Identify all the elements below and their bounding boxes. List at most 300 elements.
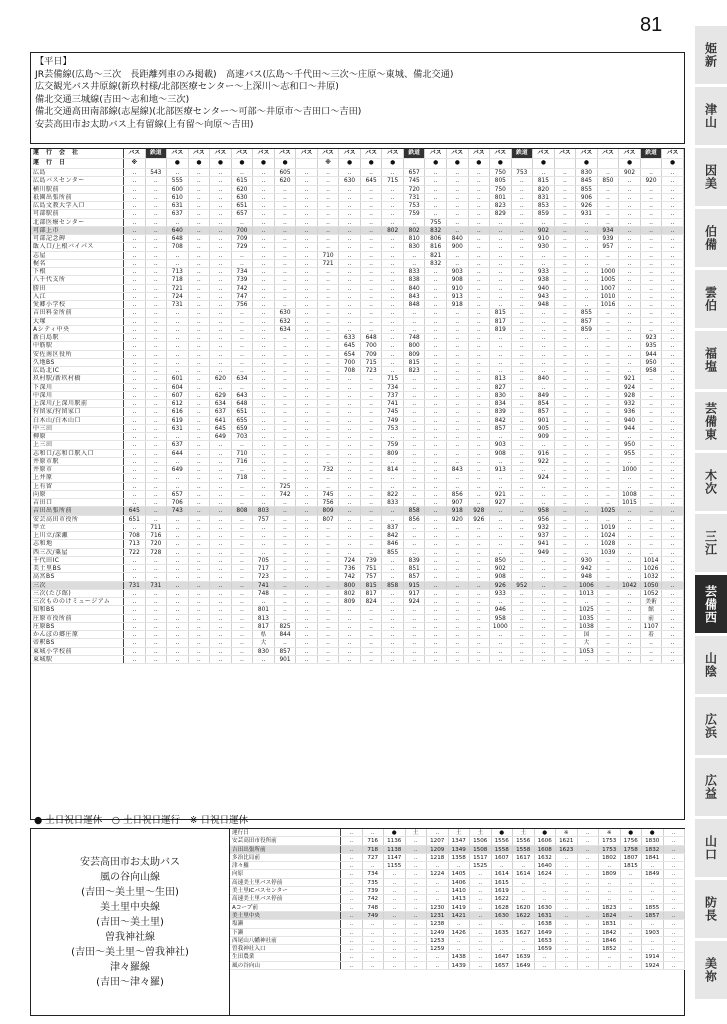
- time-cell: ‥: [146, 425, 168, 432]
- time-cell: ‥: [598, 194, 620, 201]
- time-cell: ‥: [189, 367, 211, 374]
- time-cell: 757: [253, 516, 275, 523]
- time-cell: ‥: [146, 351, 168, 358]
- time-cell: ‥: [490, 334, 512, 341]
- time-cell: 1218: [427, 854, 449, 861]
- time-cell: 710: [232, 450, 254, 457]
- time-cell: ‥: [576, 656, 598, 663]
- time-cell: ‥: [146, 392, 168, 399]
- time-cell: ‥: [318, 169, 340, 176]
- time-cell: ‥: [598, 474, 620, 481]
- time-cell: ‥: [664, 904, 686, 911]
- side-tab-11[interactable]: 広浜: [695, 697, 727, 756]
- time-cell: ‥: [492, 937, 514, 944]
- time-cell: ‥: [641, 227, 663, 234]
- time-cell: ‥: [124, 252, 146, 259]
- time-cell: ‥: [598, 557, 620, 564]
- time-cell: ‥: [189, 631, 211, 638]
- header-cell: ●: [167, 159, 189, 168]
- time-cell: 808: [232, 507, 254, 514]
- time-cell: ‥: [470, 912, 492, 919]
- time-cell: ‥: [619, 433, 641, 440]
- time-cell: 731: [146, 582, 168, 589]
- time-cell: 615: [232, 177, 254, 184]
- time-cell: ‥: [384, 904, 406, 911]
- time-cell: ‥: [447, 565, 469, 572]
- time-cell: ‥: [253, 384, 275, 391]
- side-tab-10[interactable]: 山陰: [695, 636, 727, 695]
- time-cell: ‥: [449, 945, 471, 952]
- time-cell: ‥: [382, 285, 404, 292]
- time-cell: 645: [361, 177, 383, 184]
- time-cell: ‥: [447, 656, 469, 663]
- time-cell: ‥: [146, 342, 168, 349]
- time-cell: ‥: [146, 268, 168, 275]
- time-cell: ‥: [384, 962, 406, 969]
- time-cell: ‥: [404, 524, 426, 531]
- time-cell: ‥: [598, 392, 620, 399]
- time-cell: ‥: [382, 210, 404, 217]
- time-cell: ‥: [361, 507, 383, 514]
- time-cell: 1647: [492, 953, 514, 960]
- time-cell: 1824: [599, 912, 621, 919]
- time-cell: ‥: [469, 639, 491, 646]
- time-cell: ‥: [533, 615, 555, 622]
- table-row: [31, 219, 684, 227]
- time-cell: ‥: [555, 507, 577, 514]
- time-cell: ‥: [339, 318, 361, 325]
- time-cell: ‥: [124, 285, 146, 292]
- time-cell: ‥: [578, 912, 600, 919]
- time-cell: ‥: [533, 590, 555, 597]
- time-cell: ‥: [641, 408, 663, 415]
- station-name: Aコープ前: [230, 904, 341, 911]
- time-cell: ‥: [555, 194, 577, 201]
- time-cell: ‥: [318, 219, 340, 226]
- time-cell: ‥: [341, 870, 363, 877]
- time-cell: 944: [619, 425, 641, 432]
- time-cell: 1136: [384, 837, 406, 844]
- time-cell: 741: [382, 400, 404, 407]
- side-tab-7[interactable]: 木次: [695, 453, 727, 512]
- time-cell: ‥: [363, 862, 385, 869]
- time-cell: ‥: [275, 227, 297, 234]
- time-cell: ‥: [425, 623, 447, 630]
- time-cell: ‥: [662, 483, 684, 490]
- side-tab-12[interactable]: 広益: [695, 758, 727, 817]
- time-cell: ‥: [296, 565, 318, 572]
- time-cell: ‥: [124, 557, 146, 564]
- time-cell: 1630: [492, 912, 514, 919]
- time-cell: ‥: [533, 441, 555, 448]
- time-cell: ‥: [339, 606, 361, 613]
- time-cell: 1622: [492, 895, 514, 902]
- side-tab-4[interactable]: 雲伯: [695, 270, 727, 329]
- time-cell: ‥: [447, 400, 469, 407]
- time-cell: ‥: [189, 491, 211, 498]
- time-cell: 716: [146, 532, 168, 539]
- time-cell: 1614: [513, 870, 535, 877]
- header-cell: ●: [425, 159, 447, 168]
- time-cell: ‥: [598, 400, 620, 407]
- time-cell: 1653: [535, 937, 557, 944]
- time-cell: ‥: [556, 870, 578, 877]
- side-tab-0[interactable]: 姫新: [695, 26, 727, 85]
- table-row: [31, 425, 684, 433]
- time-cell: ‥: [469, 186, 491, 193]
- time-cell: ‥: [232, 260, 254, 267]
- time-cell: ‥: [469, 210, 491, 217]
- side-tab-14[interactable]: 防長: [695, 880, 727, 939]
- time-cell: 936: [619, 408, 641, 415]
- time-cell: ‥: [406, 962, 428, 969]
- time-cell: ‥: [490, 260, 512, 267]
- time-cell: ‥: [275, 243, 297, 250]
- time-cell: ‥: [425, 450, 447, 457]
- time-cell: 731: [124, 582, 146, 589]
- time-cell: ‥: [449, 862, 471, 869]
- time-cell: ‥: [363, 937, 385, 944]
- time-cell: ‥: [469, 285, 491, 292]
- time-cell: ‥: [533, 326, 555, 333]
- time-cell: ‥: [253, 656, 275, 663]
- time-cell: ‥: [318, 194, 340, 201]
- time-cell: ‥: [210, 615, 232, 622]
- time-cell: 933: [490, 590, 512, 597]
- header-cell: ※: [318, 159, 340, 168]
- time-cell: ‥: [318, 549, 340, 556]
- time-cell: 820: [533, 186, 555, 193]
- table-row: [230, 953, 685, 961]
- time-cell: ‥: [167, 260, 189, 267]
- time-cell: ‥: [382, 276, 404, 283]
- station-name: 三次: [31, 582, 124, 589]
- time-cell: ‥: [469, 276, 491, 283]
- time-cell: ‥: [210, 309, 232, 316]
- time-cell: 大: [576, 639, 598, 646]
- time-cell: ‥: [189, 351, 211, 358]
- table-row: [31, 384, 684, 392]
- time-cell: ‥: [404, 441, 426, 448]
- time-cell: ‥: [404, 491, 426, 498]
- station-name: 庄原BS: [31, 623, 124, 630]
- time-cell: ‥: [404, 499, 426, 506]
- time-cell: 1614: [492, 870, 514, 877]
- time-cell: ‥: [662, 243, 684, 250]
- time-cell: ‥: [210, 260, 232, 267]
- time-cell: ‥: [124, 483, 146, 490]
- time-cell: ‥: [470, 953, 492, 960]
- time-cell: ‥: [275, 441, 297, 448]
- side-tab-2[interactable]: 因美: [695, 148, 727, 207]
- time-cell: ‥: [210, 648, 232, 655]
- table-row: [31, 227, 684, 235]
- header-line: 備北交通三城線(吉田～志和地～三次): [35, 93, 190, 105]
- time-cell: 748: [253, 590, 275, 597]
- time-cell: ‥: [512, 516, 534, 523]
- time-cell: ‥: [425, 293, 447, 300]
- time-cell: ‥: [469, 301, 491, 308]
- time-cell: ‥: [470, 920, 492, 927]
- time-cell: 926: [490, 582, 512, 589]
- time-cell: ‥: [339, 549, 361, 556]
- time-cell: 850: [598, 177, 620, 184]
- time-cell: ‥: [296, 252, 318, 259]
- header-line: 広交観光バス井原線(新玖村様/北部医療センター～上深川～志和口～井原): [35, 81, 339, 93]
- time-cell: ‥: [124, 276, 146, 283]
- time-cell: ‥: [556, 887, 578, 894]
- table-row: [31, 507, 684, 515]
- time-cell: ‥: [167, 557, 189, 564]
- time-cell: 723: [361, 367, 383, 374]
- time-cell: 1556: [513, 837, 535, 844]
- time-cell: ‥: [447, 367, 469, 374]
- time-cell: 859: [533, 210, 555, 217]
- time-cell: 902: [619, 169, 641, 176]
- time-cell: ‥: [189, 466, 211, 473]
- time-cell: ‥: [555, 384, 577, 391]
- time-cell: ‥: [339, 186, 361, 193]
- time-cell: 851: [404, 565, 426, 572]
- time-cell: ‥: [382, 615, 404, 622]
- station-name: 塩瀬: [230, 920, 341, 927]
- table-row: [31, 375, 684, 383]
- time-cell: ‥: [318, 301, 340, 308]
- time-cell: ‥: [253, 326, 275, 333]
- time-cell: ‥: [318, 202, 340, 209]
- time-cell: ‥: [210, 549, 232, 556]
- time-cell: ‥: [318, 351, 340, 358]
- time-cell: ‥: [512, 235, 534, 242]
- time-cell: ‥: [425, 557, 447, 564]
- time-cell: ‥: [406, 904, 428, 911]
- time-cell: ‥: [555, 615, 577, 622]
- time-cell: ‥: [662, 549, 684, 556]
- time-cell: ‥: [512, 219, 534, 226]
- time-cell: ‥: [449, 937, 471, 944]
- time-cell: ‥: [555, 458, 577, 465]
- time-cell: ‥: [598, 326, 620, 333]
- station-name: 柳原: [31, 433, 124, 440]
- time-cell: ‥: [210, 441, 232, 448]
- header-cell: ●: [576, 159, 598, 168]
- time-cell: ‥: [598, 425, 620, 432]
- time-cell: ‥: [406, 846, 428, 853]
- time-cell: ‥: [275, 210, 297, 217]
- time-cell: ‥: [662, 285, 684, 292]
- time-cell: ‥: [361, 417, 383, 424]
- time-cell: 620: [232, 186, 254, 193]
- time-cell: 718: [232, 474, 254, 481]
- time-cell: ●: [621, 829, 643, 836]
- table-row: [31, 342, 684, 350]
- time-cell: ‥: [512, 186, 534, 193]
- time-cell: ‥: [619, 507, 641, 514]
- time-cell: 1014: [641, 557, 663, 564]
- time-cell: ‥: [124, 210, 146, 217]
- time-cell: ‥: [619, 590, 641, 597]
- time-cell: ‥: [662, 532, 684, 539]
- time-cell: ‥: [556, 904, 578, 911]
- station-name: 可部記念碑: [31, 235, 124, 242]
- header-cell: バス: [619, 149, 641, 158]
- time-cell: ‥: [210, 507, 232, 514]
- time-cell: ‥: [361, 252, 383, 259]
- time-cell: ‥: [189, 243, 211, 250]
- time-cell: ‥: [641, 507, 663, 514]
- time-cell: ‥: [124, 524, 146, 531]
- time-cell: ‥: [253, 210, 275, 217]
- time-cell: ‥: [641, 648, 663, 655]
- time-cell: ‥: [296, 590, 318, 597]
- time-cell: ‥: [296, 648, 318, 655]
- time-cell: ‥: [189, 598, 211, 605]
- table-row: [230, 912, 685, 920]
- time-cell: ‥: [146, 499, 168, 506]
- time-cell: 637: [210, 408, 232, 415]
- time-cell: ‥: [210, 474, 232, 481]
- time-cell: ‥: [578, 929, 600, 936]
- header-cell: ※: [124, 159, 146, 168]
- time-cell: ‥: [167, 334, 189, 341]
- time-cell: ‥: [512, 639, 534, 646]
- time-cell: 934: [598, 227, 620, 234]
- time-cell: 734: [382, 384, 404, 391]
- time-cell: 709: [232, 235, 254, 242]
- time-cell: ‥: [232, 309, 254, 316]
- time-cell: ‥: [512, 202, 534, 209]
- time-cell: ‥: [555, 367, 577, 374]
- time-cell: ‥: [253, 276, 275, 283]
- time-cell: 610: [167, 194, 189, 201]
- time-cell: ‥: [619, 615, 641, 622]
- time-cell: ‥: [470, 870, 492, 877]
- time-cell: 前: [641, 615, 663, 622]
- time-cell: ‥: [275, 194, 297, 201]
- time-cell: ‥: [469, 433, 491, 440]
- time-cell: ‥: [296, 194, 318, 201]
- time-cell: ‥: [555, 342, 577, 349]
- time-cell: ‥: [662, 227, 684, 234]
- time-cell: ‥: [296, 606, 318, 613]
- table-row: [230, 846, 685, 854]
- time-cell: ‥: [382, 235, 404, 242]
- time-cell: ‥: [341, 962, 363, 969]
- time-cell: ‥: [341, 829, 363, 836]
- time-cell: ‥: [490, 219, 512, 226]
- time-cell: ‥: [490, 243, 512, 250]
- time-cell: 903: [490, 441, 512, 448]
- time-cell: ‥: [641, 318, 663, 325]
- time-cell: ‥: [513, 887, 535, 894]
- time-cell: ‥: [469, 532, 491, 539]
- time-cell: ‥: [598, 590, 620, 597]
- station-name: 広島文教大学入口: [31, 202, 124, 209]
- route-title-line: (吉田～美土里～生田): [81, 886, 179, 898]
- time-cell: ‥: [662, 507, 684, 514]
- time-cell: ‥: [232, 623, 254, 630]
- time-cell: ‥: [598, 384, 620, 391]
- time-cell: ‥: [512, 334, 534, 341]
- time-cell: 632: [275, 318, 297, 325]
- time-cell: ‥: [512, 359, 534, 366]
- time-cell: 604: [167, 384, 189, 391]
- side-tab-3[interactable]: 伯備: [695, 209, 727, 268]
- time-cell: ‥: [232, 359, 254, 366]
- time-cell: ‥: [404, 252, 426, 259]
- time-cell: ‥: [275, 351, 297, 358]
- time-cell: ‥: [641, 243, 663, 250]
- time-cell: ‥: [253, 243, 275, 250]
- time-cell: ‥: [555, 540, 577, 547]
- time-cell: ‥: [641, 375, 663, 382]
- time-cell: ‥: [447, 342, 469, 349]
- time-cell: ‥: [555, 186, 577, 193]
- station-name: 井原市駅: [31, 458, 124, 465]
- time-cell: ‥: [189, 565, 211, 572]
- time-cell: ‥: [662, 169, 684, 176]
- time-cell: ‥: [232, 557, 254, 564]
- time-cell: ‥: [512, 392, 534, 399]
- side-tab-5[interactable]: 福塩: [695, 331, 727, 390]
- time-cell: ‥: [425, 483, 447, 490]
- table-row: [230, 962, 685, 970]
- time-cell: 915: [404, 582, 426, 589]
- time-cell: 952: [512, 582, 534, 589]
- time-cell: ‥: [404, 400, 426, 407]
- time-cell: ‥: [382, 359, 404, 366]
- side-tab-9[interactable]: 芸備西: [695, 575, 727, 634]
- time-cell: ‥: [447, 474, 469, 481]
- time-cell: 1623: [556, 846, 578, 853]
- time-cell: 1649: [535, 929, 557, 936]
- time-cell: ‥: [619, 202, 641, 209]
- time-cell: ‥: [406, 887, 428, 894]
- station-name: 津々羅: [230, 862, 341, 869]
- side-tab-8[interactable]: 三江: [695, 514, 727, 573]
- time-cell: 838: [404, 276, 426, 283]
- time-cell: ‥: [662, 623, 684, 630]
- time-cell: 土: [470, 829, 492, 836]
- time-cell: ‥: [382, 351, 404, 358]
- time-cell: 829: [490, 210, 512, 217]
- time-cell: ‥: [404, 631, 426, 638]
- side-tab-1[interactable]: 津山: [695, 87, 727, 146]
- time-cell: 1025: [598, 507, 620, 514]
- time-cell: ‥: [664, 829, 686, 836]
- time-cell: 1042: [619, 582, 641, 589]
- time-cell: 1259: [427, 945, 449, 952]
- time-cell: ‥: [253, 194, 275, 201]
- side-tab-15[interactable]: 美祢: [695, 941, 727, 1000]
- time-cell: ‥: [469, 540, 491, 547]
- side-tab-6[interactable]: 芸備東: [695, 392, 727, 451]
- side-tab-13[interactable]: 山口: [695, 819, 727, 878]
- header-cell: ●: [253, 159, 275, 168]
- time-cell: ‥: [318, 474, 340, 481]
- time-cell: ‥: [361, 441, 383, 448]
- station-name: 曽我神社入口: [230, 945, 341, 952]
- time-cell: ‥: [253, 466, 275, 473]
- time-cell: ‥: [210, 540, 232, 547]
- time-cell: ‥: [555, 425, 577, 432]
- table-row: [230, 870, 685, 878]
- time-cell: ●: [535, 829, 557, 836]
- time-cell: ‥: [296, 285, 318, 292]
- time-cell: ‥: [296, 549, 318, 556]
- time-cell: ‥: [512, 243, 534, 250]
- time-cell: 809: [318, 507, 340, 514]
